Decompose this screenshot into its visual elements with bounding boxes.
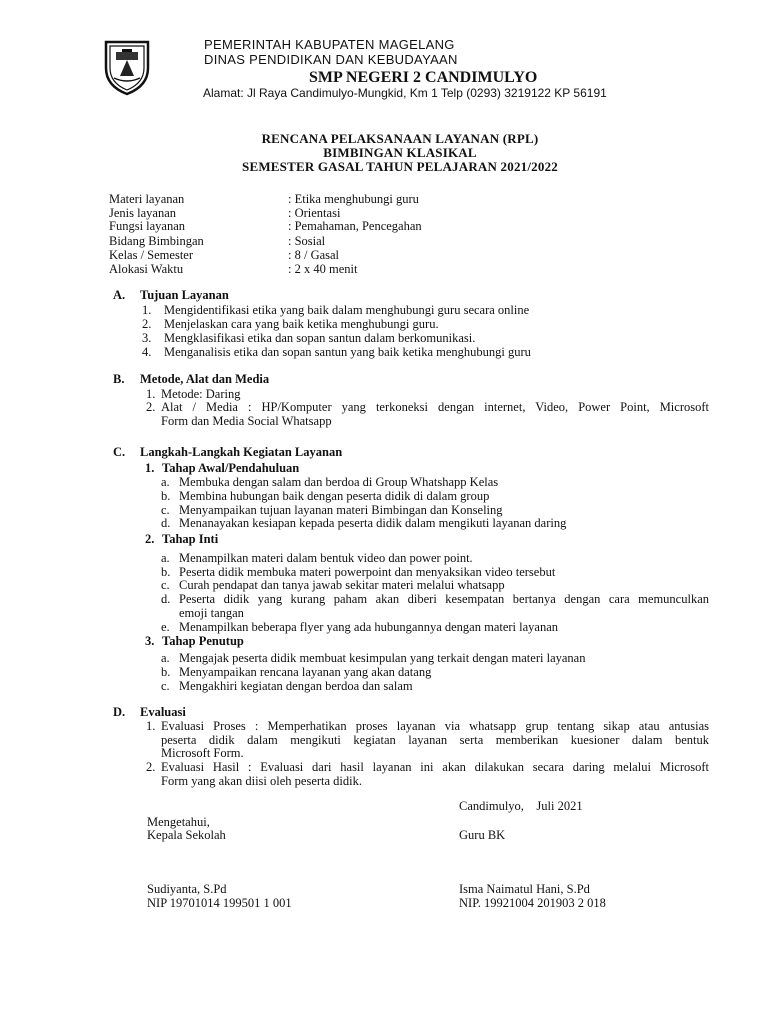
doc-title-line-2: BIMBINGAN KLASIKAL <box>323 145 477 160</box>
section-b-marker: B. <box>113 372 125 386</box>
section-a-marker: A. <box>113 288 126 302</box>
list-item: Curah pendapat dan tanya jawab sekitar materi melalui whatsapp <box>179 578 505 592</box>
list-item: Mengajak peserta didik membuat kesimpulan yang terkait dengan materi layanan <box>179 651 586 665</box>
list-item-continued: emoji tangan <box>179 606 244 620</box>
list-letter: a. <box>161 551 170 565</box>
list-item: Menanayakan kesiapan kepada peserta didik dalam mengikuti layanan daring <box>179 516 567 530</box>
list-letter: b. <box>161 489 171 503</box>
principal-role: Kepala Sekolah <box>147 828 226 842</box>
list-number: 2. <box>146 760 156 774</box>
stage-number: 3. <box>145 634 155 648</box>
header-line-2: DINAS PENDIDIKAN DAN KEBUDAYAAN <box>204 52 458 67</box>
place-date: Candimulyo, Juli 2021 <box>459 799 583 813</box>
counselor-role: Guru BK <box>459 828 506 842</box>
section-c-marker: C. <box>113 445 126 459</box>
list-letter: c. <box>161 679 170 693</box>
doc-title-line-1: RENCANA PELAKSANAAN LAYANAN (RPL) <box>261 131 539 146</box>
list-number: 3. <box>142 331 152 345</box>
list-number: 2. <box>142 317 152 331</box>
info-value: : 2 x 40 menit <box>288 262 358 276</box>
list-letter: d. <box>161 516 171 530</box>
section-d-heading: Evaluasi <box>140 705 186 719</box>
list-item: Evaluasi Proses : Memperhatikan proses layanan via whatsapp grup tentang sikap atau antusias <box>161 719 709 733</box>
principal-nip: NIP 19701014 199501 1 001 <box>147 896 292 910</box>
list-number: 2. <box>146 400 156 414</box>
list-letter: d. <box>161 592 171 606</box>
list-letter: e. <box>161 620 170 634</box>
list-number: 1. <box>146 387 156 401</box>
info-value: : 8 / Gasal <box>288 248 340 262</box>
info-label: Alokasi Waktu <box>109 262 184 276</box>
list-item-continued: Form yang akan diisi oleh peserta didik. <box>161 774 363 788</box>
section-d-marker: D. <box>113 705 126 719</box>
doc-title-line-3: SEMESTER GASAL TAHUN PELAJARAN 2021/2022 <box>242 159 558 174</box>
crest-icon <box>102 38 152 96</box>
info-label: Jenis layanan <box>109 206 176 220</box>
stage-heading: Tahap Inti <box>162 532 219 546</box>
school-address: Alamat: Jl Raya Candimulyo-Mungkid, Km 1 Telp (0293) 3219122 KP 56191 <box>203 86 607 100</box>
list-item: Menyampaikan rencana layanan yang akan datang <box>179 665 432 679</box>
stage-heading: Tahap Penutup <box>162 634 244 648</box>
section-b-heading: Metode, Alat dan Media <box>140 372 270 386</box>
list-letter: c. <box>161 578 170 592</box>
info-value: : Etika menghubungi guru <box>288 192 419 206</box>
list-item: Menampilkan beberapa flyer yang ada hubungannya dengan materi layanan <box>179 620 559 634</box>
list-item: Menyampaikan tujuan layanan materi Bimbingan dan Konseling <box>179 503 503 517</box>
info-label: Kelas / Semester <box>109 248 194 262</box>
section-a-heading: Tujuan Layanan <box>140 288 229 302</box>
list-item: Membuka dengan salam dan berdoa di Group Whatshapp Kelas <box>179 475 499 489</box>
list-item-continued: Microsoft Form. <box>161 746 244 760</box>
list-letter: c. <box>161 503 170 517</box>
list-item-continued: peserta didik dalam mengikuti kegiatan layanan serta memberikan kuesioner dalam bentuk <box>161 733 709 747</box>
list-item-continued: Form dan Media Social Whatsapp <box>161 414 332 428</box>
list-letter: a. <box>161 475 170 489</box>
list-item: Alat / Media : HP/Komputer yang terkoneksi dengan internet, Video, Power Point, Microsoft <box>161 400 709 414</box>
list-item: Mengidentifikasi etika yang baik dalam menghubungi guru secara online <box>164 303 530 317</box>
list-item: Menampilkan materi dalam bentuk video dan power point. <box>179 551 473 565</box>
info-label: Fungsi layanan <box>109 219 186 233</box>
list-item: Menganalisis etika dan sopan santun yang baik ketika menghubungi guru <box>164 345 531 359</box>
stage-number: 1. <box>145 461 155 475</box>
list-letter: b. <box>161 665 171 679</box>
list-item: Evaluasi Hasil : Evaluasi dari hasil layanan ini akan dilakukan secara daring melalui Microsoft <box>161 760 709 774</box>
info-label: Bidang Bimbingan <box>109 234 204 248</box>
list-letter: a. <box>161 651 170 665</box>
list-item: Membina hubungan baik dengan peserta didik di dalam group <box>179 489 490 503</box>
acknowledged-label: Mengetahui, <box>147 815 210 829</box>
list-number: 1. <box>142 303 152 317</box>
list-letter: b. <box>161 565 171 579</box>
list-item: Mengakhiri kegiatan dengan berdoa dan salam <box>179 679 413 693</box>
stage-number: 2. <box>145 532 155 546</box>
info-value: : Pemahaman, Pencegahan <box>288 219 422 233</box>
principal-name: Sudiyanta, S.Pd <box>147 882 227 896</box>
counselor-name: Isma Naimatul Hani, S.Pd <box>459 882 590 896</box>
info-value: : Sosial <box>288 234 326 248</box>
school-logo <box>102 38 152 96</box>
list-item: Peserta didik yang kurang paham akan diberi kesempatan bertanya dengan cara memunculkan <box>179 592 709 606</box>
list-item: Menjelaskan cara yang baik ketika menghubungi guru. <box>164 317 439 331</box>
stage-heading: Tahap Awal/Pendahuluan <box>162 461 300 475</box>
list-item: Metode: Daring <box>161 387 241 401</box>
section-c-heading: Langkah-Langkah Kegiatan Layanan <box>140 445 343 459</box>
info-value: : Orientasi <box>288 206 341 220</box>
header-line-1: PEMERINTAH KABUPATEN MAGELANG <box>204 37 455 52</box>
list-number: 1. <box>146 719 156 733</box>
info-label: Materi layanan <box>109 192 185 206</box>
counselor-nip: NIP. 19921004 201903 2 018 <box>459 896 606 910</box>
school-name: SMP NEGERI 2 CANDIMULYO <box>309 69 538 86</box>
list-item: Mengklasifikasi etika dan sopan santun dalam berkomunikasi. <box>164 331 476 345</box>
list-number: 4. <box>142 345 152 359</box>
list-item: Peserta didik membuka materi powerpoint dan menyaksikan video tersebut <box>179 565 556 579</box>
